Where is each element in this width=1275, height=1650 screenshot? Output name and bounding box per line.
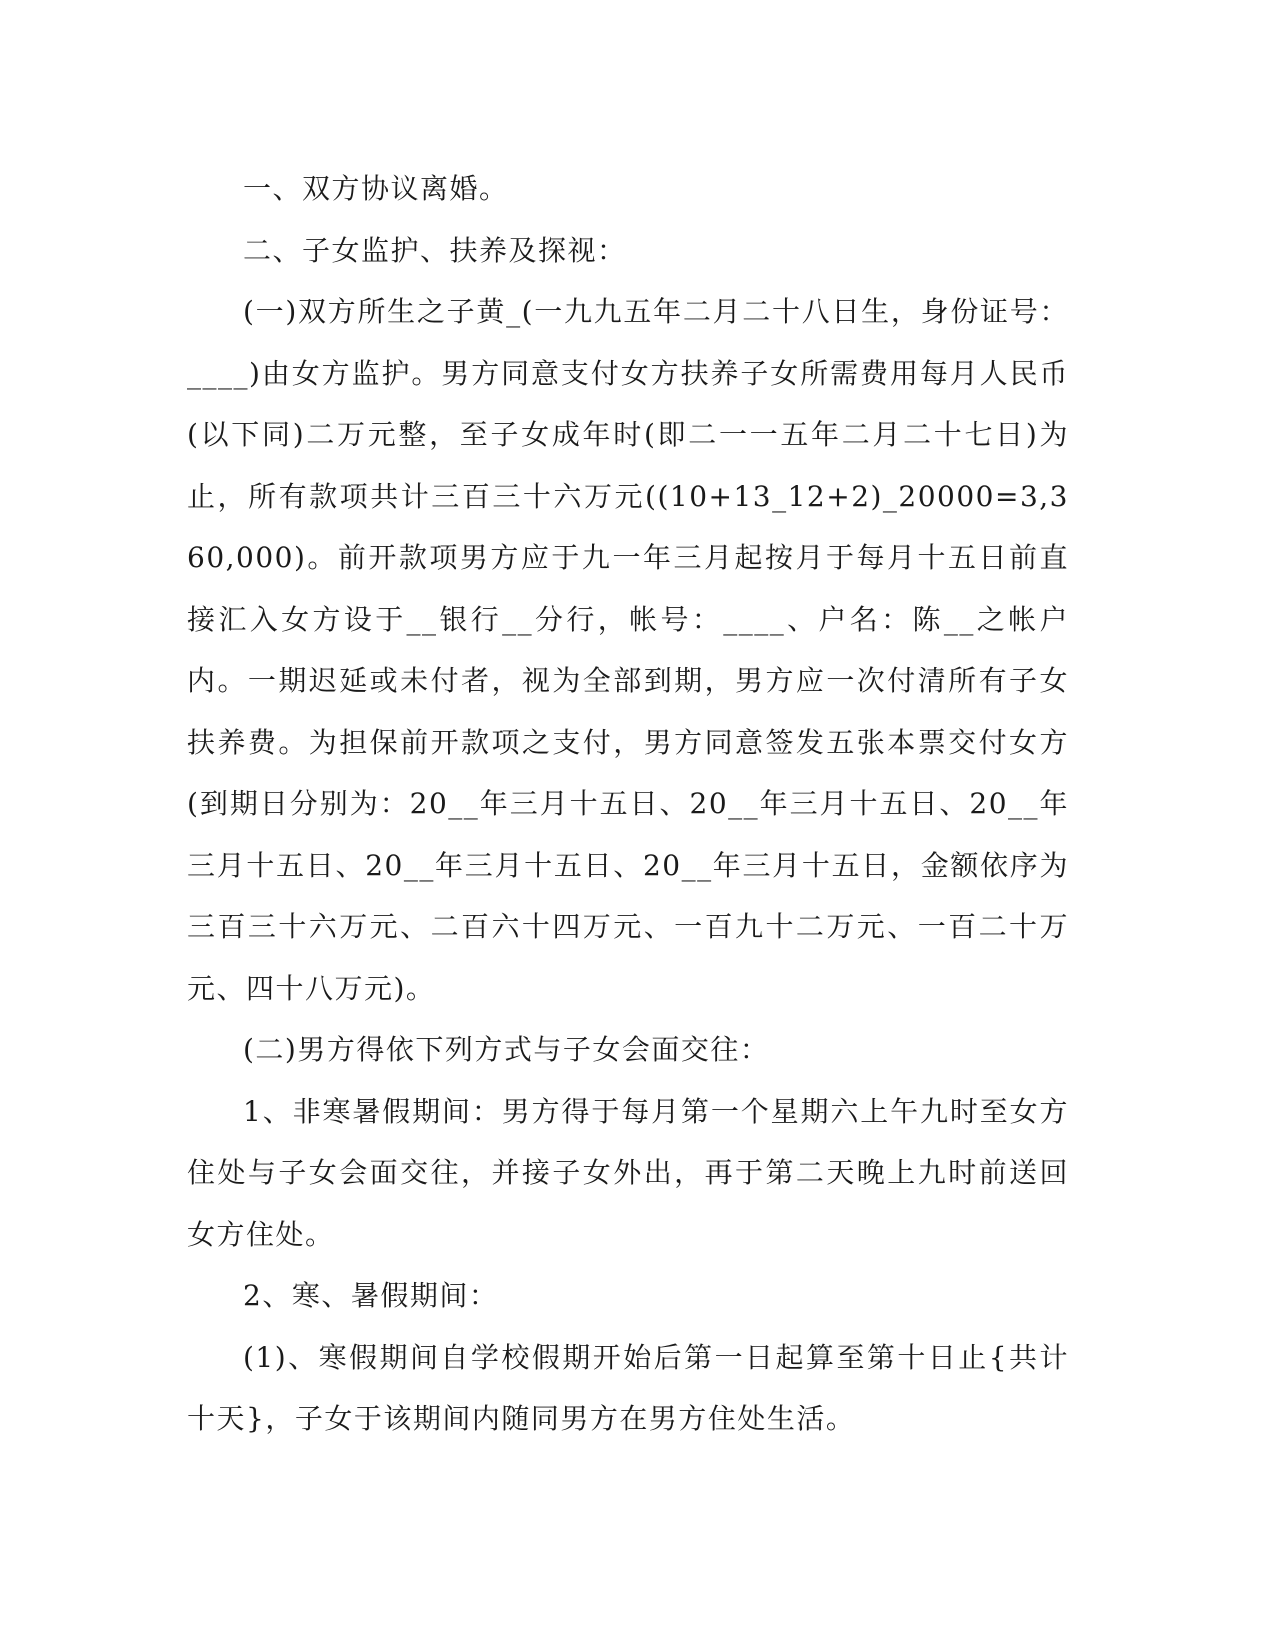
clause-custody-heading: 二、子女监护、扶养及探视： bbox=[243, 233, 627, 267]
clause-non-holiday-visitation: 1、非寒暑假期间：男方得于每月第一个星期六上午九时至女方住处与子女会面交往，并接子女外出，再于第二天晚上九时前送回女方住处。 bbox=[187, 1094, 1069, 1251]
clause-holiday-heading: 2、寒、暑假期间： bbox=[243, 1279, 499, 1312]
clause-winter-break: (1)、寒假期间自学校假期开始后第一日起算至第十日止{共计十天}，子女于该期间内随同男方在男方住处生活。 bbox=[187, 1340, 1069, 1435]
clause-divorce-agreement: 一、双方协议离婚。 bbox=[243, 172, 509, 205]
clause-visitation-heading: (二)男方得依下列方式与子女会面交往： bbox=[243, 1033, 770, 1066]
clause-custody-support: (一)双方所生之子黄_(一九九五年二月二十八日生，身份证号：____)由女方监护。男方同意支付女方扶养子女所需费用每月人民币(以下同)二万元整，至子女成年时(即二一一五年二月二十七日)为止，所有款项共计三百三十六万元((10+13_12+2)_20000=3,360,000)。前开款项男方应于九一年三月起按月于每月十五日前直接汇入女方设于__银行__分行，帐号：____、户名：陈__之帐户内。一期迟延或未付者，视为全部到期，男方应一次付清所有子女扶养费。为担保前开款项之支付，男方同意签发五张本票交付女方(到期日分别为：20__年三月十五日、20__年三月十五日、20__年三月十五日、20__年三月十五日、20__年三月十五日，金额依序为三百三十六万元、二百六十四万元、一百九十二万元、一百二十万元、四十八万元)。 bbox=[187, 295, 1069, 1005]
document-body bbox=[187, 158, 1069, 1450]
